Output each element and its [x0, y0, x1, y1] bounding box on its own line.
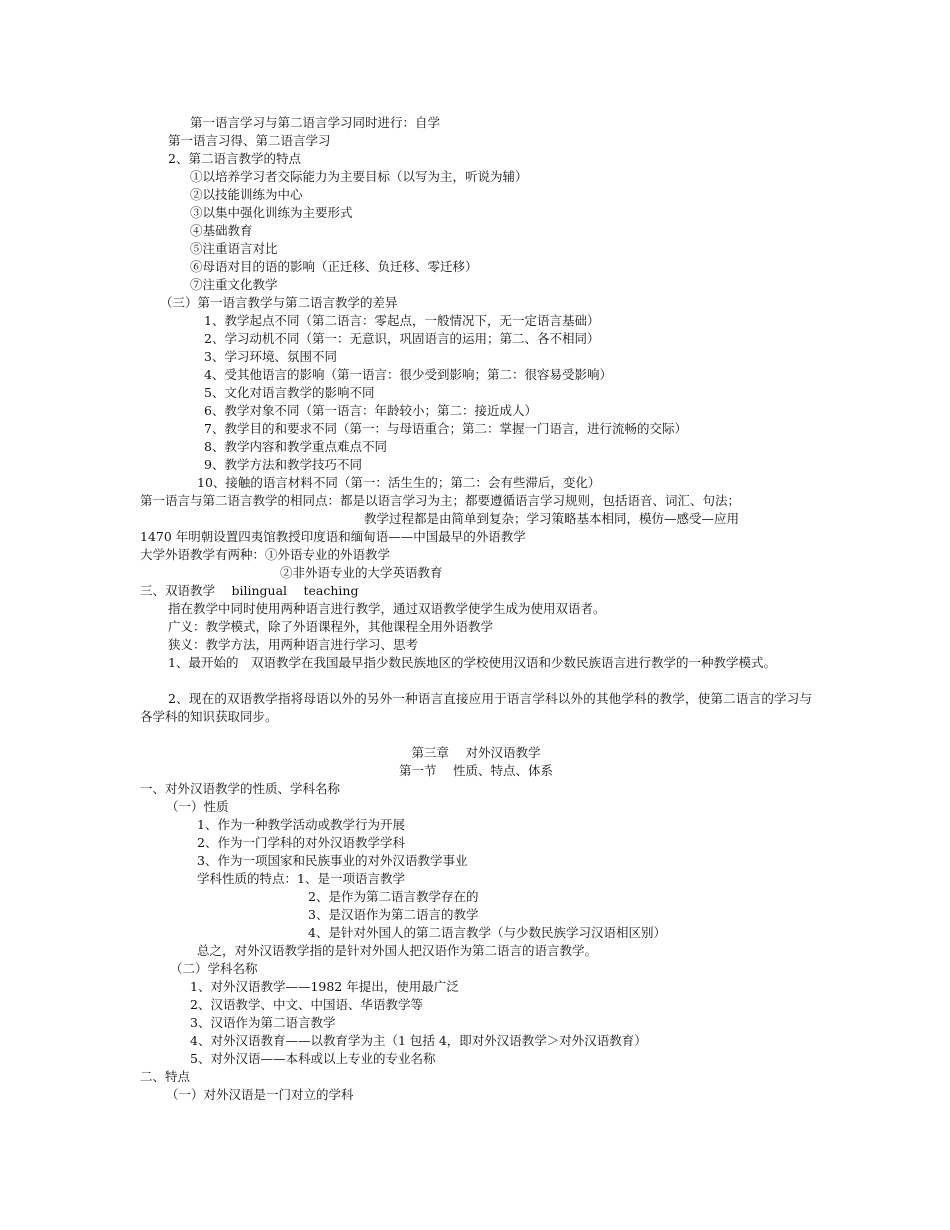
list-item: 6、教学对象不同（第一语言：年龄较小；第二：接近成人） — [204, 403, 537, 418]
list-item: 7、教学目的和要求不同（第一：与母语重合；第二：掌握一门语言，进行流畅的交际） — [204, 421, 687, 436]
section-heading: 三、双语教学 bilingual teaching — [140, 583, 359, 598]
text-line: ⑥母语对目的语的影响（正迁移、负迁移、零迁移） — [190, 259, 478, 274]
section-title: 第一节 性质、特点、体系 — [399, 763, 553, 778]
list-item: 3、汉语作为第二语言教学 — [190, 1015, 336, 1030]
section-heading: （三）第一语言教学与第二语言教学的差异 — [160, 295, 398, 310]
list-item: 3、学习环境、氛围不同 — [204, 349, 337, 364]
text-line: ①以培养学习者交际能力为主要目标（以写为主，听说为辅） — [190, 169, 528, 184]
text-line: 第一语言与第二语言教学的相同点：都是以语言学习为主；都要遵循语言学习规则，包括语音、词汇、句法； — [140, 493, 741, 508]
text-line: 狭义：教学方法，用两种语言进行学习、思考 — [168, 637, 419, 652]
text-line: 广义：教学模式，除了外语课程外，其他课程全用外语教学 — [168, 619, 494, 634]
section-heading: 一、对外汉语教学的性质、学科名称 — [140, 781, 341, 796]
text-line: 教学过程都是由简单到复杂；学习策略基本相同，模仿—感受—应用 — [364, 511, 740, 526]
text-line: ⑤注重语言对比 — [190, 241, 278, 256]
text-line: ②非外语专业的大学英语教育 — [280, 565, 443, 580]
list-item: 1、对外汉语教学——1982 年提出，使用最广泛 — [190, 979, 459, 994]
list-item: 2、作为一门学科的对外汉语教学学科 — [197, 835, 405, 850]
text-line: ③以集中强化训练为主要形式 — [190, 205, 353, 220]
text-line: ⑦注重文化教学 — [190, 277, 278, 292]
subsection-heading: （一）性质 — [166, 799, 229, 814]
chapter-title: 第三章 对外汉语教学 — [411, 745, 541, 760]
list-item: 4、受其他语言的影响（第一语言：很少受到影响；第二：很容易受影响） — [204, 367, 612, 382]
list-item: 8、教学内容和教学重点难点不同 — [204, 439, 387, 454]
list-item: 9、教学方法和教学技巧不同 — [204, 457, 362, 472]
list-item: 2、是作为第二语言教学存在的 — [308, 889, 479, 904]
text-line: ②以技能训练为中心 — [190, 187, 303, 202]
list-item: 4、是针对外国人的第二语言教学（与少数民族学习汉语相区别） — [308, 925, 666, 940]
list-item: 1、作为一种教学活动或教学行为开展 — [197, 817, 405, 832]
text-line: 总之，对外汉语教学指的是针对外国人把汉语作为第二语言的语言教学。 — [197, 943, 598, 958]
list-item: 3、作为一项国家和民族事业的对外汉语教学事业 — [197, 853, 468, 868]
list-item: 5、文化对语言教学的影响不同 — [204, 385, 375, 400]
text-line: ④基础教育 — [190, 223, 253, 238]
list-item: 3、是汉语作为第二语言的教学 — [308, 907, 479, 922]
text-line: 第一语言学习与第二语言学习同时进行：自学 — [190, 115, 441, 130]
text-line: 指在教学中同时使用两种语言进行教学，通过双语教学使学生成为使用双语者。 — [168, 601, 606, 616]
list-item: 2、汉语教学、中文、中国语、华语教学等 — [190, 997, 423, 1012]
list-item: 10、接触的语言材料不同（第一：活生生的；第二：会有些滞后，变化） — [197, 475, 601, 490]
paragraph: 1、最开始的 双语教学在我国最早指少数民族地区的学校使用汉语和少数民族语言进行教学的一种教学模式。 — [168, 655, 776, 670]
list-item: 5、对外汉语——本科或以上专业的专业名称 — [190, 1051, 436, 1066]
text-line: 1470 年明朝设置四夷馆教授印度语和缅甸语——中国最早的外语教学 — [140, 529, 526, 544]
text-line: 大学外语教学有两种：①外语专业的外语教学 — [140, 547, 391, 562]
text-line: 2、第二语言教学的特点 — [168, 151, 301, 166]
text-line: 学科性质的特点：1、是一项语言教学 — [197, 871, 405, 886]
section-heading: 二、特点 — [140, 1069, 191, 1084]
subsection-heading: （一）对外汉语是一门对立的学科 — [166, 1087, 354, 1102]
list-item: 1、教学起点不同（第二语言：零起点，一般情况下，无一定语言基础） — [204, 313, 600, 328]
subsection-heading: （二）学科名称 — [170, 961, 258, 976]
text-line: 第一语言习得、第二语言学习 — [168, 133, 331, 148]
list-item: 2、学习动机不同（第一：无意识，巩固语言的运用；第二、各不相同） — [204, 331, 600, 346]
paragraph: 2、现在的双语教学指将母语以外的另外一种语言直接应用于语言学科以外的其他学科的教学，使第二语言的学习与各学科的知识获取同步。 — [140, 691, 812, 724]
list-item: 4、对外汉语教育——以教育学为主（1 包括 4，即对外汉语教学＞对外汉语教育） — [190, 1033, 647, 1048]
